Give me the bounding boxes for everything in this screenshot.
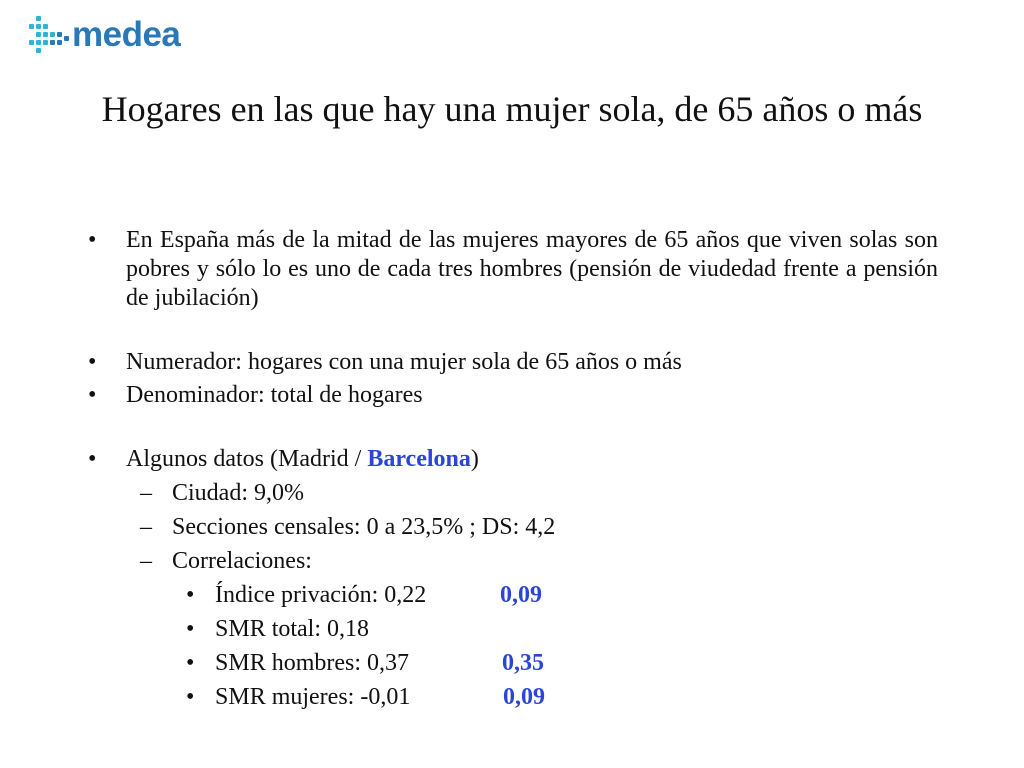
- slide-content: [88, 226, 938, 712]
- sub-item-ciudad-text: Ciudad: 9,0%: [172, 480, 304, 506]
- bullet-datos-suffix: ): [470, 446, 479, 472]
- bullet-intro-text: En España más de la mitad de las mujeres mayores de 65 años que viven solas son pobres y sólo lo es uno de cada tres hombres (pensión de viudedad frente a pensión de jubilación): [126, 227, 938, 311]
- slide-title: Hogares en las que hay una mujer sola, de 65 años o más: [101, 89, 923, 129]
- bullet-intro: [88, 226, 938, 313]
- correlation-barcelona: 0,35: [502, 650, 544, 676]
- bullet-marker: •: [88, 382, 97, 408]
- bullet-datos-prefix: Algunos datos (Madrid /: [126, 446, 368, 472]
- dash-marker: –: [140, 548, 152, 574]
- bullet-numerator: [88, 348, 938, 377]
- sub-item-correlaciones: [88, 547, 938, 576]
- sub-item-secciones: [88, 513, 938, 542]
- bullet-marker: •: [88, 349, 97, 375]
- medea-logo: [28, 12, 180, 58]
- bullet-marker: •: [186, 684, 195, 710]
- bullet-denominator-text: Denominador: total de hogares: [126, 382, 423, 408]
- correlation-item: [88, 683, 938, 712]
- correlation-madrid: SMR total: 0,18: [215, 616, 370, 642]
- bullet-numerator-text: Numerador: hogares con una mujer sola de 65 años o más: [126, 349, 682, 375]
- bullet-marker: •: [186, 650, 195, 676]
- bullet-marker: •: [186, 582, 195, 608]
- correlation-item: [88, 649, 938, 678]
- dash-marker: –: [140, 514, 152, 540]
- bullet-marker: •: [186, 616, 195, 642]
- sub-item-ciudad: [88, 479, 938, 508]
- correlation-barcelona: 0,09: [503, 684, 545, 710]
- correlation-madrid: Índice privación: 0,22: [215, 582, 427, 608]
- medea-dots-icon: [28, 12, 70, 58]
- bullet-denominator: [88, 381, 938, 410]
- dash-marker: –: [140, 480, 152, 506]
- correlation-madrid: SMR mujeres: -0,01: [215, 684, 411, 710]
- logo-text: medea: [72, 15, 181, 54]
- correlation-barcelona: 0,09: [500, 582, 542, 608]
- sub-item-correlaciones-text: Correlaciones:: [172, 548, 312, 574]
- bullet-marker: •: [88, 227, 97, 253]
- correlation-item: [88, 615, 938, 644]
- bullet-datos: [88, 445, 938, 474]
- sub-item-secciones-text: Secciones censales: 0 a 23,5% ; DS: 4,2: [172, 514, 556, 540]
- barcelona-label: Barcelona: [367, 446, 471, 472]
- bullet-marker: •: [88, 446, 97, 472]
- correlation-item: [88, 581, 938, 610]
- correlation-madrid: SMR hombres: 0,37: [215, 650, 410, 676]
